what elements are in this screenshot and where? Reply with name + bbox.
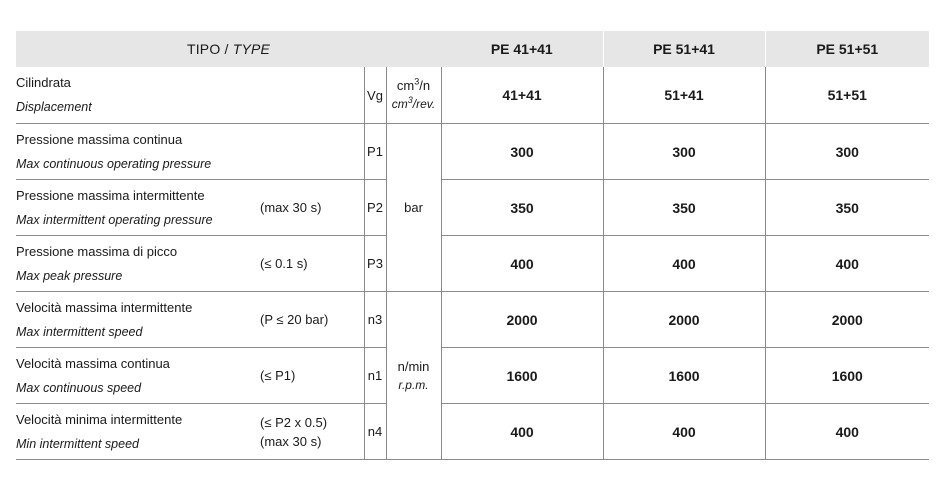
condition: (max 30 s): [260, 180, 364, 236]
type-header: [16, 31, 441, 67]
value-cell: 400: [765, 404, 929, 460]
model-header-2: PE 51+41: [603, 31, 765, 67]
label-it: Pressione massima continua: [16, 131, 183, 147]
unit-it: n/min: [397, 358, 430, 374]
unit-en: $cm^3$/rev.: [391, 95, 436, 111]
table-row: [16, 124, 929, 180]
symbol: P2: [364, 180, 386, 236]
unit-it: $cm^3/n$: [396, 76, 431, 93]
table-row: [16, 67, 929, 124]
label-en: Min intermittent speed: [16, 436, 139, 451]
value-cell: 400: [765, 236, 929, 292]
specification-table: [16, 31, 929, 460]
label-it: Velocità massima continua: [16, 355, 170, 371]
value-cell: 350: [603, 180, 765, 236]
value-cell: 51+51: [765, 67, 929, 124]
row-label: [16, 124, 260, 180]
condition: (≤ P2 x 0.5) (max 30 s): [260, 404, 364, 460]
value-cell: 2000: [603, 292, 765, 348]
label-it: Velocità minima intermittente: [16, 411, 183, 427]
condition: [260, 124, 364, 180]
value-cell: 51+41: [603, 67, 765, 124]
row-label: [16, 404, 260, 460]
row-label: [16, 236, 260, 292]
label-en: Max intermittent speed: [16, 324, 143, 339]
condition: (P ≤ 20 bar): [260, 292, 364, 348]
unit-pressure: [386, 124, 441, 292]
unit-speed: [386, 292, 441, 460]
type-label-en: TYPE: [232, 41, 271, 57]
row-label: [16, 292, 260, 348]
value-cell: 300: [441, 124, 603, 180]
label-it: Velocità massima intermittente: [16, 299, 193, 315]
value-cell: 2000: [765, 292, 929, 348]
label-en: Max continuous speed: [16, 380, 142, 395]
type-label-it: TIPO: [186, 41, 221, 57]
symbol: P1: [364, 124, 386, 180]
unit-bar: bar: [404, 200, 423, 215]
label-en: Displacement: [16, 100, 92, 114]
value-cell: 400: [603, 404, 765, 460]
table-row: [16, 404, 929, 460]
value-cell: 400: [603, 236, 765, 292]
label-en: Max continuous operating pressure: [16, 156, 212, 171]
type-separator: /: [220, 41, 233, 57]
row-label: [16, 180, 260, 236]
value-cell: 300: [765, 124, 929, 180]
label-it: Pressione massima intermittente: [16, 187, 205, 203]
condition: (≤ 0.1 s): [260, 236, 364, 292]
symbol: n1: [364, 348, 386, 404]
symbol: n4: [364, 404, 386, 460]
symbol: P3: [364, 236, 386, 292]
label-it: Pressione massima di picco: [16, 243, 178, 259]
value-cell: 1600: [765, 348, 929, 404]
value-cell: 300: [603, 124, 765, 180]
label-en: Max peak pressure: [16, 268, 123, 283]
header-row: [16, 31, 929, 67]
value-cell: 2000: [441, 292, 603, 348]
value-cell: 1600: [603, 348, 765, 404]
condition: (≤ P1): [260, 348, 364, 404]
table-row: [16, 292, 929, 348]
value-cell: 400: [441, 236, 603, 292]
value-cell: 350: [441, 180, 603, 236]
value-cell: 400: [441, 404, 603, 460]
unit-en: r.p.m.: [398, 377, 429, 392]
symbol: Vg: [364, 67, 386, 124]
label-it: Cilindrata: [16, 75, 71, 90]
value-cell: 350: [765, 180, 929, 236]
row-label: [16, 67, 364, 124]
label-en: Max intermittent operating pressure: [16, 212, 213, 227]
value-cell: 1600: [441, 348, 603, 404]
table-row: [16, 236, 929, 292]
value-cell: 41+41: [441, 67, 603, 124]
row-label: [16, 348, 260, 404]
unit-displacement: [386, 67, 441, 124]
model-header-1: PE 41+41: [441, 31, 603, 67]
model-header-3: PE 51+51: [765, 31, 929, 67]
symbol: n3: [364, 292, 386, 348]
table-row: [16, 180, 929, 236]
table-row: [16, 348, 929, 404]
